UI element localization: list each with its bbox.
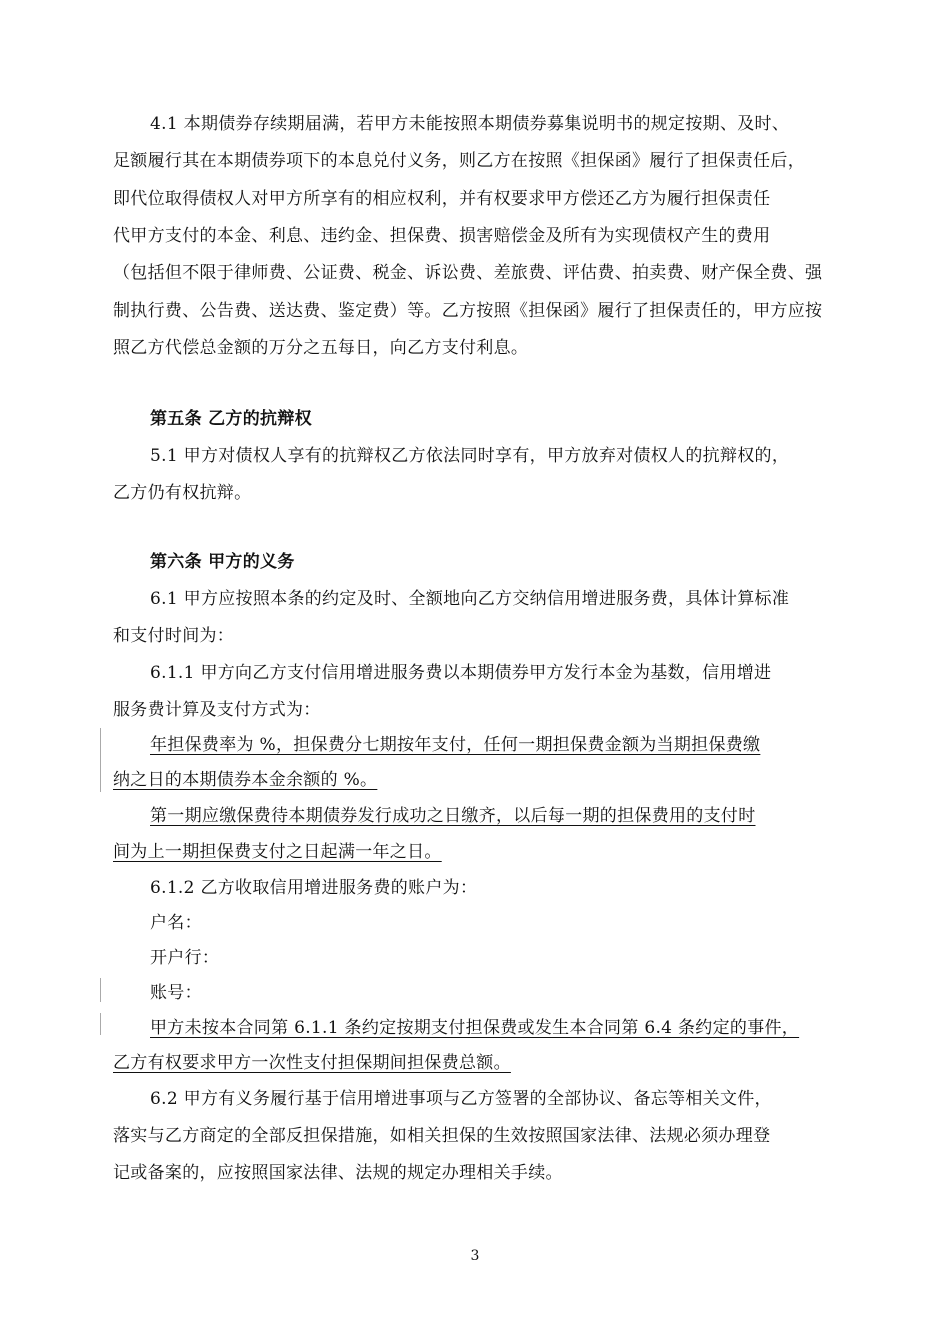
fee-timing-line: 第一期应缴保费待本期债券发行成功之日缴齐，以后每一期的担保费用的支付时 [150, 806, 756, 826]
clause-6-2-line: 落实与乙方商定的全部反担保措施，如相关担保的生效按照国家法律、法规必须办理登 [113, 1126, 771, 1146]
bank-label: 开户行： [150, 948, 220, 968]
clause-6-1-2-line: 6.1.2 乙方收取信用增进服务费的账户为： [150, 878, 478, 898]
account-name-label: 户名： [150, 913, 202, 933]
clause-4-1-line: （包括但不限于律师费、公证费、税金、诉讼费、差旅费、评估费、拍卖费、财产保全费、强 [113, 263, 823, 283]
clause-4-1-line: 4.1 本期债券存续期届满，若甲方未能按照本期债券募集说明书的规定按期、及时、 [150, 114, 790, 134]
revision-bar [100, 728, 101, 792]
page-number: 3 [470, 1248, 480, 1264]
fee-rate-line: 纳之日的本期债券本金余额的 %。 [113, 770, 378, 790]
clause-6-2-line: 记或备案的，应按照国家法律、法规的规定办理相关手续。 [113, 1163, 563, 1183]
clause-5-1-line: 乙方仍有权抗辩。 [113, 483, 252, 503]
account-number-label: 账号： [150, 983, 202, 1003]
article-5-heading: 第五条 乙方的抗辩权 [150, 409, 312, 429]
article-6-heading: 第六条 甲方的义务 [150, 552, 295, 572]
revision-bar [100, 978, 101, 1002]
default-clause-line: 乙方有权要求甲方一次性支付担保期间担保费总额。 [113, 1053, 511, 1073]
clause-6-1-line: 和支付时间为： [113, 626, 235, 646]
clause-4-1-line: 足额履行其在本期债券项下的本息兑付义务，则乙方在按照《担保函》履行了担保责任后， [113, 151, 805, 171]
fee-rate-line: 年担保费率为 %，担保费分七期按年支付，任何一期担保费金额为当期担保费缴 [150, 735, 761, 755]
default-clause-line: 甲方未按本合同第 6.1.1 条约定按期支付担保费或发生本合同第 6.4 条约定的事件， [150, 1018, 800, 1038]
clause-4-1-line: 照乙方代偿总金额的万分之五每日，向乙方支付利息。 [113, 338, 529, 358]
clause-4-1-line: 制执行费、公告费、送达费、鉴定费）等。乙方按照《担保函》履行了担保责任的，甲方应按 [113, 301, 823, 321]
fee-timing-line: 间为上一期担保费支付之日起满一年之日。 [113, 842, 442, 862]
clause-6-1-1-line: 6.1.1 甲方向乙方支付信用增进服务费以本期债券甲方发行本金为基数，信用增进 [150, 663, 772, 683]
clause-4-1-line: 即代位取得债权人对甲方所享有的相应权利，并有权要求甲方偿还乙方为履行担保责任 [113, 189, 771, 209]
revision-bar [100, 1013, 101, 1035]
clause-6-1-line: 6.1 甲方应按照本条的约定及时、全额地向乙方交纳信用增进服务费，具体计算标准 [150, 589, 790, 609]
clause-4-1-line: 代甲方支付的本金、利息、违约金、担保费、损害赔偿金及所有为实现债权产生的费用 [113, 226, 771, 246]
clause-5-1-line: 5.1 甲方对债权人享有的抗辩权乙方依法同时享有，甲方放弃对债权人的抗辩权的， [150, 446, 790, 466]
clause-6-2-line: 6.2 甲方有义务履行基于信用增进事项与乙方签署的全部协议、备忘等相关文件， [150, 1089, 772, 1109]
clause-6-1-1-line: 服务费计算及支付方式为： [113, 700, 321, 720]
